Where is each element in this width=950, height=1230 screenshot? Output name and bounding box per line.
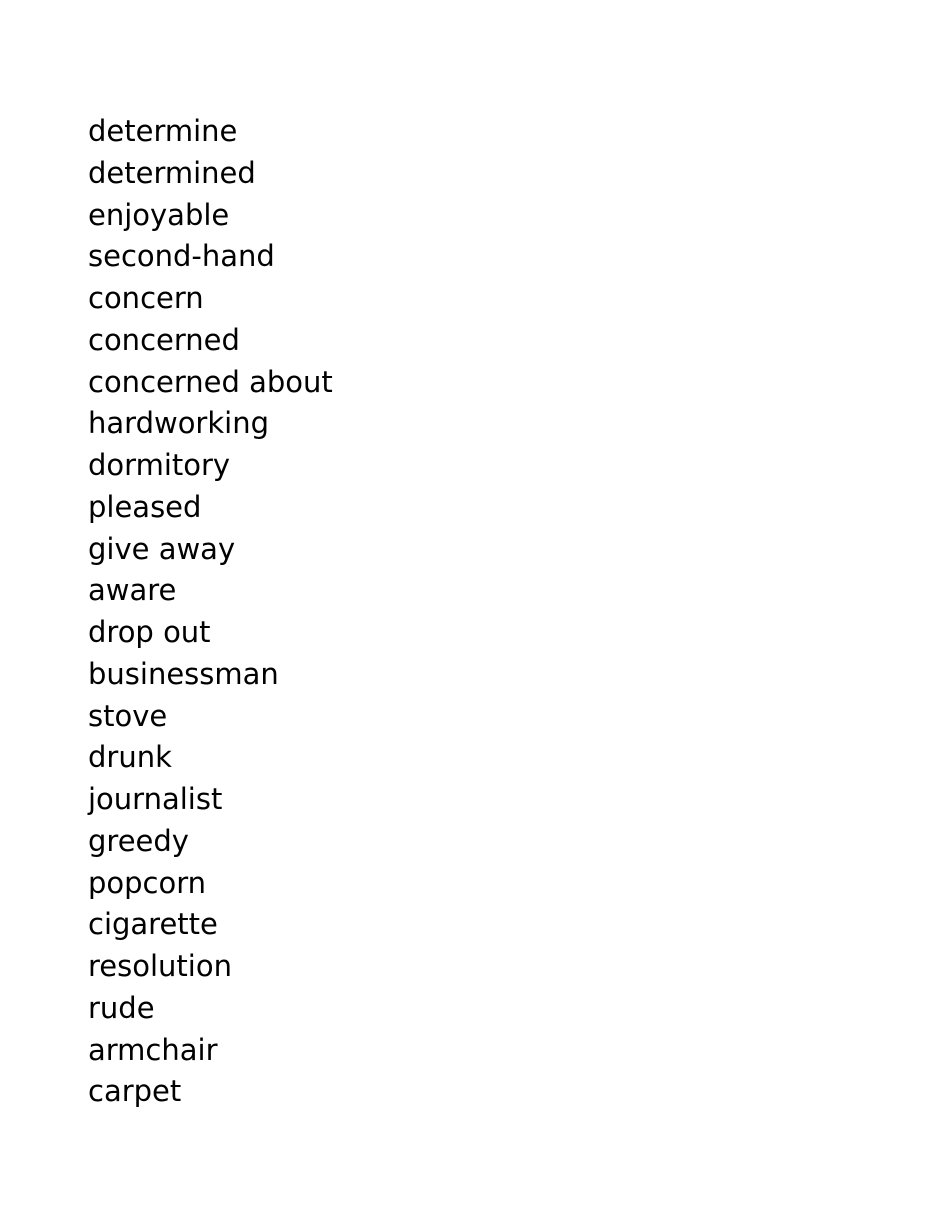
word-item: hardworking [88, 406, 269, 441]
word-item: drop out [88, 615, 211, 649]
word-item: popcorn [88, 865, 207, 900]
word-item: concerned [88, 322, 240, 357]
word-item: aware [88, 573, 177, 608]
word-item: determined [88, 155, 256, 190]
word-item: determine [88, 114, 238, 148]
word-item: concerned about [88, 364, 333, 399]
vocabulary-list [88, 111, 333, 1113]
word-item: stove [88, 698, 168, 733]
word-item: resolution [88, 949, 232, 983]
word-item: give away [88, 531, 236, 566]
word-item: second-hand [88, 239, 275, 274]
word-item: drunk [88, 740, 172, 775]
word-item: carpet [88, 1074, 182, 1109]
word-item: concern [88, 281, 204, 315]
word-item: armchair [88, 1032, 218, 1067]
word-item: pleased [88, 489, 202, 524]
word-item: dormitory [88, 448, 231, 482]
word-item: rude [88, 990, 155, 1025]
word-item: businessman [88, 656, 279, 691]
word-item: enjoyable [88, 197, 230, 232]
word-item: cigarette [88, 907, 218, 942]
word-item: greedy [88, 823, 189, 858]
word-item: journalist [88, 782, 223, 816]
